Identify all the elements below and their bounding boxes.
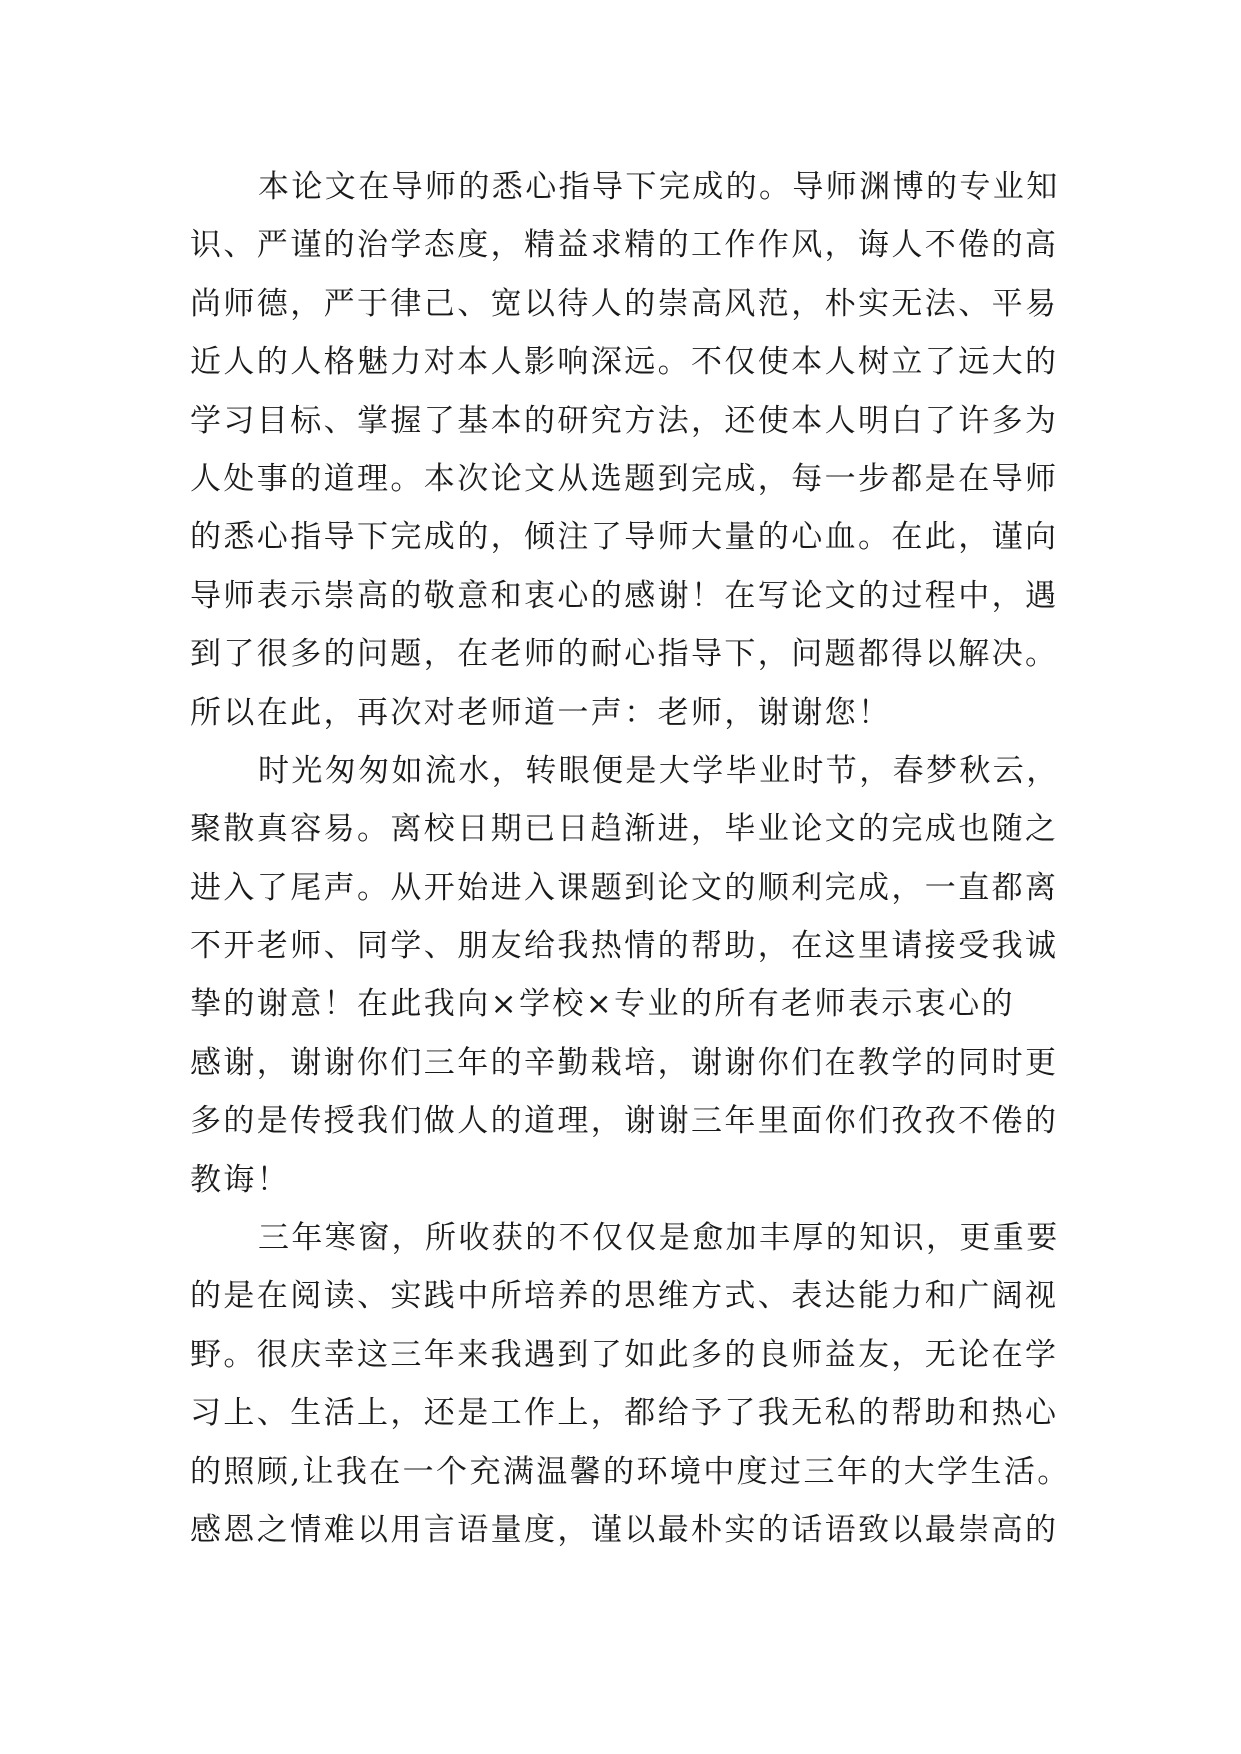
text-line: 学习目标、掌握了基本的研究方法，还使本人明白了许多为 <box>190 402 1059 439</box>
text-line: 尚师德，严于律己、宽以待人的崇高风范，朴实无法、平易 <box>190 285 1059 322</box>
text-line: 人处事的道理。本次论文从选题到完成，每一步都是在导师 <box>190 460 1059 497</box>
paragraph-1 <box>190 158 1060 742</box>
text-line: 感谢，谢谢你们三年的辛勤栽培，谢谢你们在教学的同时更 <box>190 1044 1059 1081</box>
text-line: 的是在阅读、实践中所培养的思维方式、表达能力和广阔视 <box>190 1278 1059 1315</box>
text-line: 聚散真容易。离校日期已日趋渐进，毕业论文的完成也随之 <box>190 811 1059 848</box>
text-line: 习上、生活上，还是工作上，都给予了我无私的帮助和热心 <box>190 1395 1059 1432</box>
text-line: 近人的人格魅力对本人影响深远。不仅使本人树立了远大的 <box>190 344 1059 381</box>
text-line: 所以在此，再次对老师道一声：老师，谢谢您！ <box>190 694 892 731</box>
text-line: 时光匆匆如流水，转眼便是大学毕业时节，春梦秋云， <box>258 752 1060 789</box>
text-line: 的悉心指导下完成的，倾注了导师大量的心血。在此，谨向 <box>190 519 1059 556</box>
text-line: 导师表示崇高的敬意和衷心的感谢！在写论文的过程中，遇 <box>190 577 1059 614</box>
text-line: 识、严谨的治学态度，精益求精的工作作风，诲人不倦的高 <box>190 227 1059 264</box>
text-line: 本论文在导师的悉心指导下完成的。导师渊博的专业知 <box>258 169 1060 205</box>
text-line: 挚的谢意！在此我向×学校×专业的所有老师表示衷心的 <box>190 986 1015 1023</box>
text-line: 教诲！ <box>190 1161 291 1198</box>
text-line: 到了很多的问题，在老师的耐心指导下，问题都得以解决。 <box>190 636 1059 673</box>
text-line: 的照顾,让我在一个充满温馨的环境中度过三年的大学生活。 <box>190 1453 1071 1490</box>
paragraph-2 <box>190 742 1060 1209</box>
text-line: 多的是传授我们做人的道理，谢谢三年里面你们孜孜不倦的 <box>190 1103 1059 1140</box>
text-line: 野。很庆幸这三年来我遇到了如此多的良师益友，无论在学 <box>190 1336 1059 1373</box>
acknowledgement-text <box>190 158 1071 1559</box>
text-line: 三年寒窗，所收获的不仅仅是愈加丰厚的知识，更重要 <box>258 1220 1060 1257</box>
paragraph-3 <box>190 1209 1071 1559</box>
text-line: 不开老师、同学、朋友给我热情的帮助，在这里请接受我诚 <box>190 928 1059 965</box>
text-line: 感恩之情难以用言语量度，谨以最朴实的话语致以最崇高的 <box>190 1511 1059 1548</box>
text-line: 进入了尾声。从开始进入课题到论文的顺利完成，一直都离 <box>190 869 1059 906</box>
